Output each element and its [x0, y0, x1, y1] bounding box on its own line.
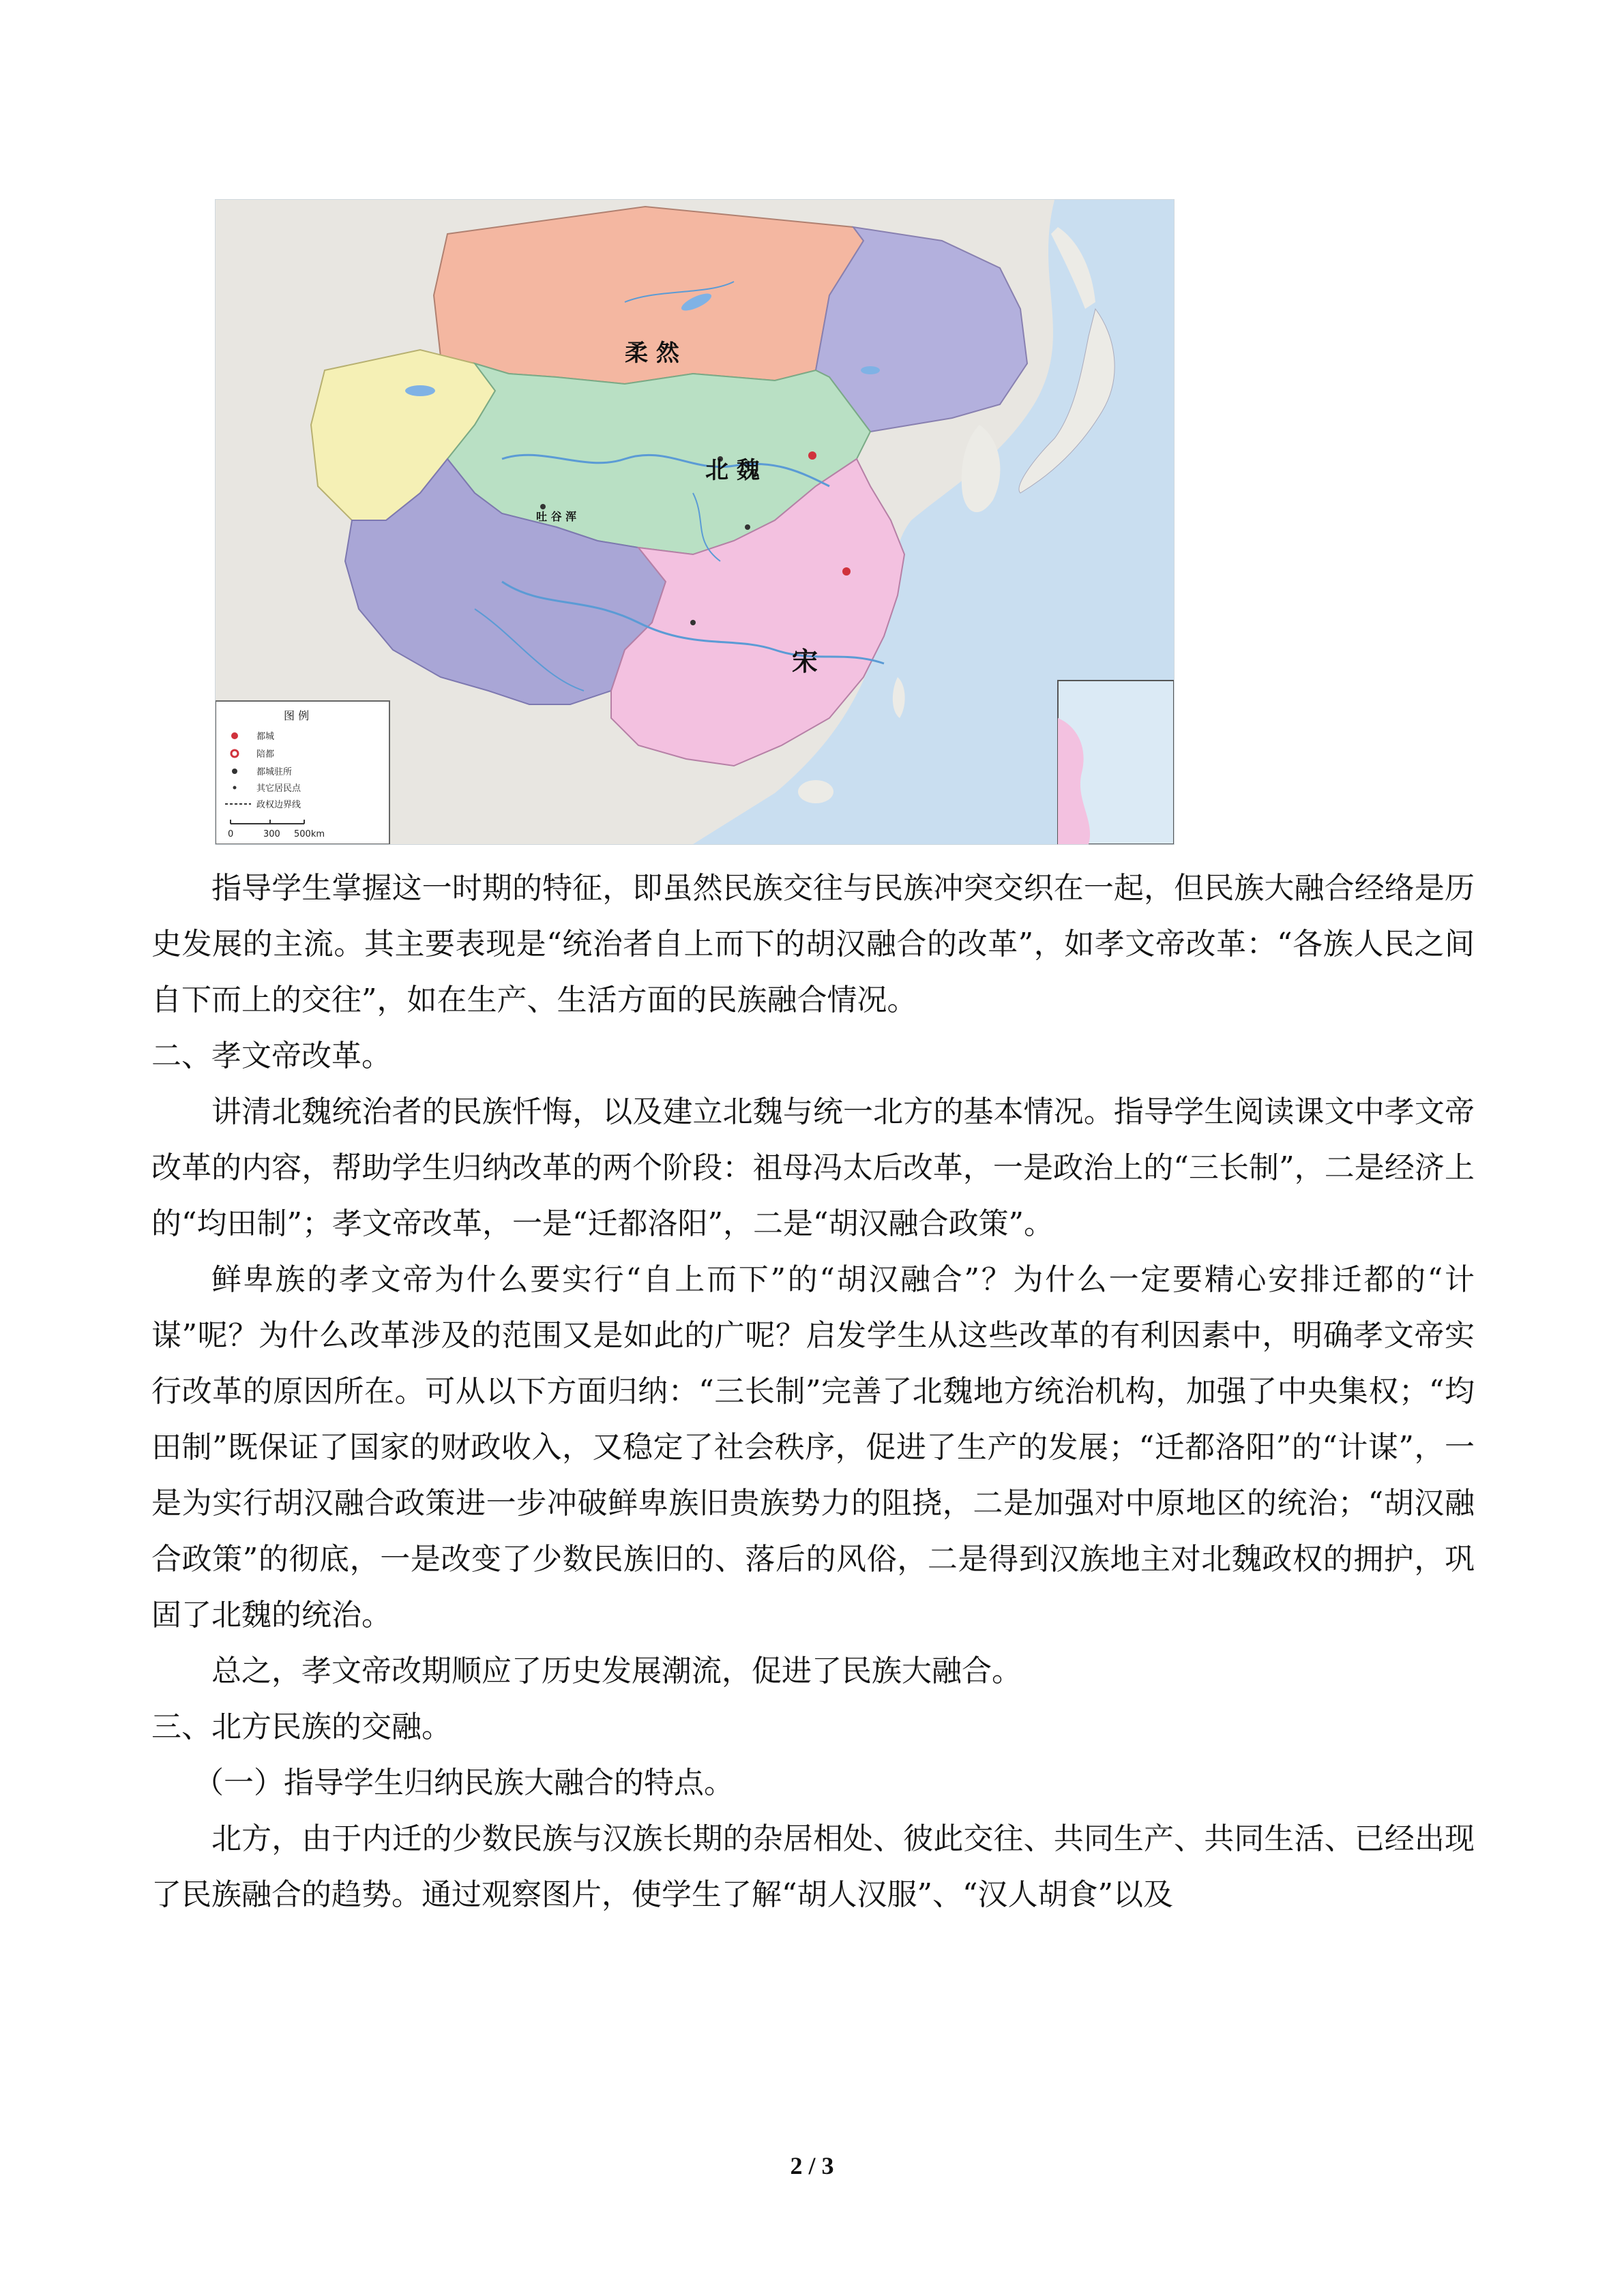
- region-label-song: 宋: [792, 646, 818, 676]
- historical-map-figure: [215, 199, 1175, 845]
- map-legend: [216, 701, 389, 844]
- document-body: [151, 861, 1475, 1923]
- legend-item-seat: 都城驻所: [256, 767, 293, 777]
- region-label-rouran: 柔 然: [625, 340, 679, 367]
- map-svg: [216, 200, 1174, 844]
- legend-item-border: 政权边界线: [256, 800, 301, 810]
- legend-item-secondary-capital: 陪都: [256, 749, 275, 760]
- section-heading-northern-fusion: 三、北方民族的交融。: [151, 1710, 452, 1744]
- legend-scale-0: 0: [228, 829, 234, 839]
- legend-scale-500: 500km: [294, 829, 325, 839]
- paragraph-era-characteristics: 指导学生掌握这一时期的特征，即虽然民族交往与民族冲突交织在一起，但民族大融合经络是历史发展的主流。其主要表现是“统治者自上而下的胡汉融合的改革”，如孝文帝改革：“各族人民之间自下而上的交往”，如在生产、生活方面的民族融合情况。: [151, 871, 1475, 1017]
- legend-scale-300: 300: [263, 829, 280, 839]
- page-number: 2 / 3: [790, 2152, 834, 2179]
- paragraph-northern-fusion: 北方，由于内迁的少数民族与汉族长期的杂居相处、彼此交往、共同生产、共同生活、已经出现了民族融合的趋势。通过观察图片，使学生了解“胡人汉服”、“汉人胡食”以及: [151, 1821, 1475, 1912]
- legend-item-capital: 都城: [256, 732, 275, 742]
- paragraph-conclusion: 总之，孝文帝改期顺应了历史发展潮流，促进了民族大融合。: [211, 1654, 1022, 1688]
- region-label-beiwei: 北 魏: [705, 457, 760, 484]
- paragraph-reform-reasons: 鲜卑族的孝文帝为什么要实行“自上而下”的“胡汉融合”？为什么一定要精心安排迁都的“计谋”呢？为什么改革涉及的范围又是如此的广呢？启发学生从这些改革的有利因素中，明确孝文帝实行改革的原因所在。可从以下方面归纳：“三长制”完善了北魏地方统治机构，加强了中央集权；“均田制”既保证了国家的财政收入，又稳定了社会秩序，促进了生产的发展；“迁都洛阳”的“计谋”，一是为实行胡汉融合政策进一步冲破鲜卑族旧贵族势力的阻挠，二是加强对中原地区的统治；“胡汉融合政策”的彻底，一是改变了少数民族旧的、落后的风俗，二是得到汉族地主对北魏政权的拥护，巩固了北魏的统治。: [151, 1262, 1475, 1632]
- legend-title: 图 例: [284, 709, 310, 722]
- legend-item-settlement: 其它居民点: [256, 784, 301, 794]
- region-label-tuyuhun: 吐 谷 浑: [536, 510, 577, 523]
- subsection-heading-fusion-features: （一）指导学生归纳民族大融合的特点。: [194, 1765, 734, 1800]
- paragraph-reform-stages: 讲清北魏统治者的民族忏悔，以及建立北魏与统一北方的基本情况。指导学生阅读课文中孝文帝改革的内容，帮助学生归纳改革的两个阶段：祖母冯太后改革，一是政治上的“三长制”，二是经济上的“均田制”；孝文帝改革，一是“迁都洛阳”，二是“胡汉融合政策”。: [151, 1094, 1475, 1241]
- section-heading-xiaowen-reform: 二、孝文帝改革。: [151, 1039, 392, 1073]
